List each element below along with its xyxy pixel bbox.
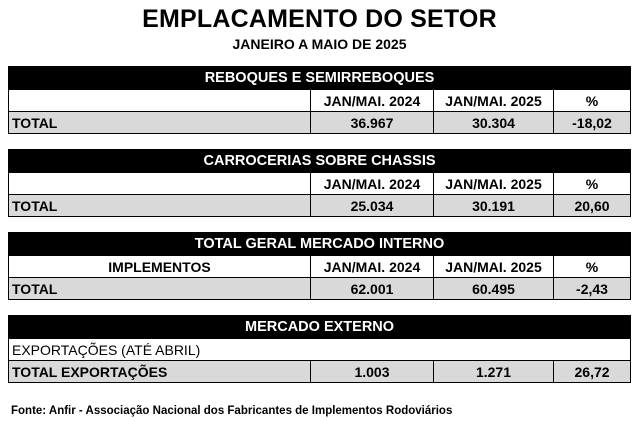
column-header-2024: JAN/MAI. 2024: [311, 256, 434, 278]
value-2024: 62.001: [311, 278, 434, 300]
column-header-2025: JAN/MAI. 2025: [434, 256, 554, 278]
value-2024: 36.967: [311, 112, 434, 134]
column-header-2025: JAN/MAI. 2025: [434, 90, 554, 112]
column-label: [9, 90, 311, 112]
section-header: TOTAL GERAL MERCADO INTERNO: [9, 233, 631, 256]
section-header: CARROCERIAS SOBRE CHASSIS: [9, 150, 631, 173]
table-mercado-externo: [8, 315, 631, 383]
table-carrocerias: [8, 149, 631, 217]
value-2025: 1.271: [434, 361, 554, 383]
value-2025: 60.495: [434, 278, 554, 300]
value-2025: 30.304: [434, 112, 554, 134]
total-label: TOTAL: [9, 195, 311, 217]
column-label: [9, 173, 311, 195]
value-2024: 1.003: [311, 361, 434, 383]
exports-note: EXPORTAÇÕES (ATÉ ABRIL): [9, 339, 631, 361]
value-percent: 20,60: [554, 195, 631, 217]
section-header: REBOQUES E SEMIRREBOQUES: [9, 67, 631, 90]
column-label: IMPLEMENTOS: [9, 256, 311, 278]
total-label: TOTAL: [9, 278, 311, 300]
column-header-percent: %: [554, 90, 631, 112]
total-label: TOTAL: [9, 112, 311, 134]
column-header-2025: JAN/MAI. 2025: [434, 173, 554, 195]
value-percent: 26,72: [554, 361, 631, 383]
column-header-2024: JAN/MAI. 2024: [311, 173, 434, 195]
value-2025: 30.191: [434, 195, 554, 217]
page-title: EMPLACAMENTO DO SETOR: [142, 5, 497, 33]
section-header: MERCADO EXTERNO: [9, 316, 631, 339]
page-subtitle: JANEIRO A MAIO DE 2025: [232, 36, 407, 52]
column-header-percent: %: [554, 173, 631, 195]
source-note: Fonte: Anfir - Associação Nacional dos Fabricantes de Implementos Rodoviários: [11, 405, 453, 417]
value-2024: 25.034: [311, 195, 434, 217]
table-reboques: [8, 66, 631, 134]
column-header-2024: JAN/MAI. 2024: [311, 90, 434, 112]
value-percent: -2,43: [554, 278, 631, 300]
value-percent: -18,02: [554, 112, 631, 134]
total-label: TOTAL EXPORTAÇÕES: [9, 361, 311, 383]
table-mercado-interno: [8, 232, 631, 300]
column-header-percent: %: [554, 256, 631, 278]
